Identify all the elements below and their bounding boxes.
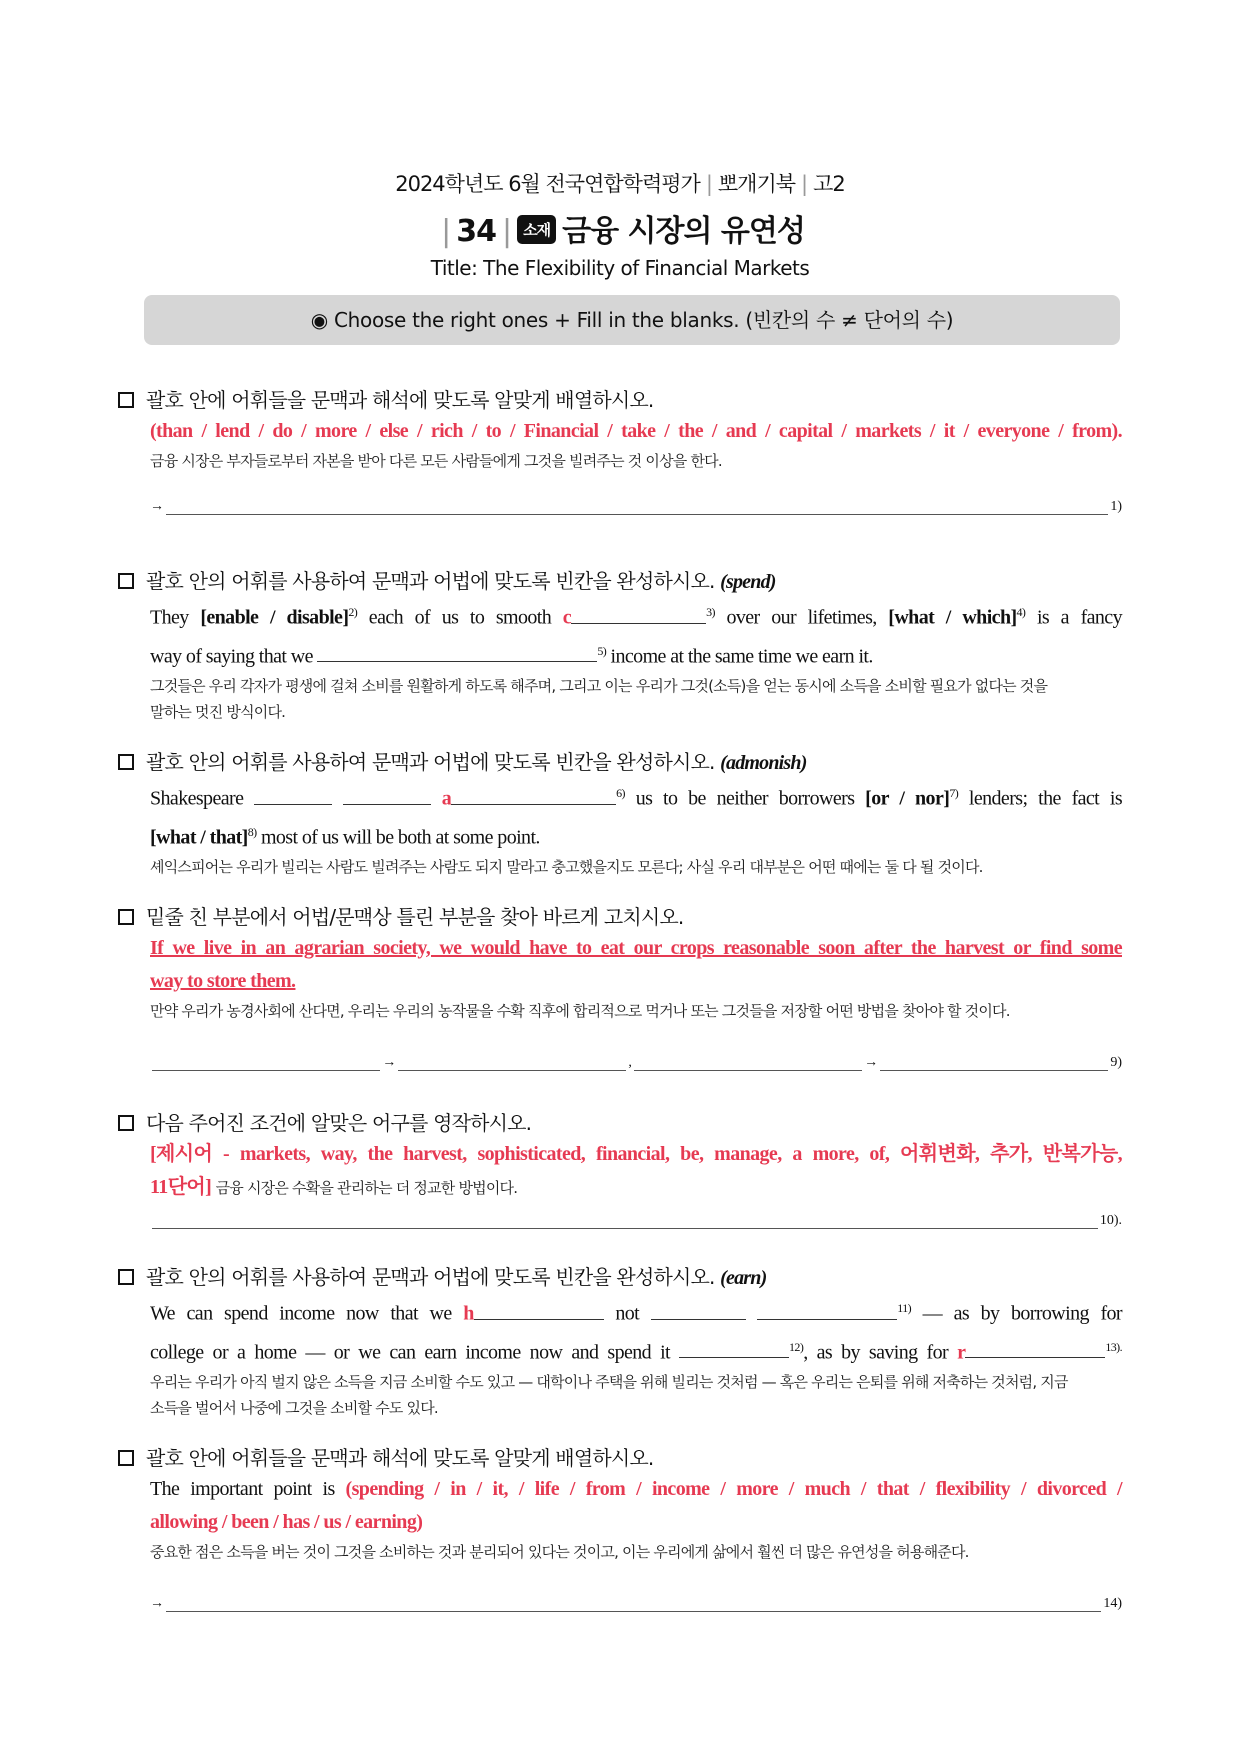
blank-11a[interactable] bbox=[474, 1301, 604, 1320]
question-5 bbox=[118, 1108, 1122, 1229]
text: most of us will be both at some point. bbox=[260, 826, 540, 849]
arrow-icon: → bbox=[382, 1055, 397, 1070]
checkbox-icon bbox=[118, 1115, 134, 1131]
topic: 금융 시장의 유연성 bbox=[562, 214, 805, 249]
initial-letter: c bbox=[562, 606, 572, 629]
initial-letter: a bbox=[441, 787, 452, 810]
text: The important point is bbox=[150, 1478, 335, 1500]
blank-number: 10). bbox=[1099, 1213, 1122, 1228]
blank-number: 4) bbox=[1016, 605, 1026, 619]
question-3 bbox=[118, 747, 1122, 880]
text: way of saying that we bbox=[150, 645, 313, 668]
sentence-line bbox=[150, 1473, 1122, 1506]
korean-translation: 그것들은 우리 각자가 평생에 걸쳐 소비를 원활하게 하도록 해주며, 그리고 이는 우리가 그것(소득)을 얻는 동시에 소득을 소비할 필요가 없다는 것을 bbox=[150, 677, 1048, 696]
word-bank: allowing / been / has / us / earning) bbox=[150, 1511, 423, 1533]
underlined-sentence: way to store them. bbox=[150, 970, 296, 992]
correction-answer-line[interactable] bbox=[150, 1052, 1122, 1071]
blank-11b[interactable] bbox=[651, 1301, 746, 1320]
comma: , bbox=[628, 1055, 632, 1070]
conditions: [제시어 - markets, way, the harvest, sophisticated, financial, be, manage, a more, of, 어휘변화, 추가, 반복가능, bbox=[150, 1143, 1122, 1165]
instruction-box bbox=[144, 295, 1120, 345]
blank-number: 8) bbox=[247, 824, 257, 839]
question-number: 34 bbox=[456, 214, 497, 249]
blank-number: 5) bbox=[597, 643, 607, 658]
blank-number: 7) bbox=[949, 786, 959, 800]
text: is a fancy bbox=[1036, 606, 1122, 629]
hint-word: (earn) bbox=[720, 1267, 767, 1289]
question-7 bbox=[118, 1443, 1122, 1612]
arrow-icon: → bbox=[864, 1055, 879, 1070]
hint-word: (admonish) bbox=[720, 752, 807, 774]
blank-number: 1) bbox=[1110, 499, 1122, 514]
korean-translation: 우리는 우리가 아직 벌지 않은 소득을 지금 소비할 수도 있고 — 대학이나 주택을 위해 빌리는 것처럼 — 혹은 우리는 은퇴를 위해 저축하는 것처럼, 지금 bbox=[150, 1373, 1068, 1392]
question-2 bbox=[118, 566, 1122, 725]
blank-number: 6) bbox=[616, 786, 625, 800]
choice-7[interactable]: [or / nor] bbox=[865, 787, 950, 810]
text: , as by saving for bbox=[803, 1341, 949, 1364]
question-prompt: 괄호 안의 어휘를 사용하여 문맥과 어법에 맞도록 빈칸을 완성하시오. bbox=[146, 569, 715, 593]
wrong-word-blank-1[interactable] bbox=[152, 1052, 380, 1071]
text: — as by borrowing for bbox=[922, 1302, 1122, 1325]
question-prompt: 괄호 안에 어휘들을 문맥과 해석에 맞도록 알맞게 배열하시오. bbox=[146, 388, 654, 412]
checkbox-icon bbox=[118, 909, 134, 925]
sentence-line bbox=[150, 1292, 1122, 1331]
question-4 bbox=[118, 902, 1122, 1071]
blank-number: 14) bbox=[1103, 1596, 1122, 1611]
sentence-line bbox=[150, 816, 1122, 855]
answer-line[interactable] bbox=[150, 496, 1122, 515]
blank-12[interactable] bbox=[679, 1339, 789, 1358]
source-name: 뽀개기북 bbox=[717, 172, 796, 196]
korean-translation: 금융 시장은 수확을 관리하는 더 정교한 방법이다. bbox=[215, 1179, 518, 1197]
choice-8[interactable]: [what / that] bbox=[150, 826, 248, 849]
blank-11c[interactable] bbox=[757, 1301, 897, 1320]
korean-translation: 셰익스피어는 우리가 빌리는 사람도 빌려주는 사람도 되지 말라고 충고했을지도 모른다; 사실 우리 대부분은 어떤 때에는 둘 다 될 것이다. bbox=[150, 858, 983, 877]
text: not bbox=[615, 1302, 640, 1325]
instruction-text: Choose the right ones + Fill in the blanks. (빈칸의 수 ≠ 단어의 수) bbox=[333, 308, 954, 332]
blank-number: 9) bbox=[1110, 1055, 1122, 1070]
text: college or a home — or we can earn income now and spend it bbox=[150, 1341, 670, 1364]
blank-number: 13). bbox=[1105, 1339, 1122, 1354]
blank-6c[interactable] bbox=[451, 786, 616, 805]
hint-word: (spend) bbox=[720, 571, 776, 593]
korean-translation: 소득을 벌어서 나중에 그것을 소비할 수도 있다. bbox=[150, 1399, 438, 1418]
text: Shakespeare bbox=[150, 787, 244, 810]
text: over our lifetimes, bbox=[726, 606, 877, 629]
wrong-word-blank-2[interactable] bbox=[634, 1052, 862, 1071]
question-1 bbox=[118, 385, 1122, 515]
hand-icon: ◉ bbox=[310, 308, 328, 332]
checkbox-icon bbox=[118, 754, 134, 770]
checkbox-icon bbox=[118, 1450, 134, 1466]
question-prompt: 괄호 안의 어휘를 사용하여 문맥과 어법에 맞도록 빈칸을 완성하시오. bbox=[146, 1265, 715, 1289]
underlined-sentence: If we live in an agrarian society, we would have to eat our crops reasonable soon after the harvest or find some bbox=[150, 937, 1122, 959]
blank-number: 2) bbox=[348, 605, 358, 619]
choice-2[interactable]: [enable / disable] bbox=[200, 606, 349, 629]
text: They bbox=[150, 606, 189, 629]
korean-translation: 중요한 점은 소득을 버는 것이 그것을 소비하는 것과 분리되어 있다는 것이고, 이는 우리에게 삶에서 훨씬 더 많은 유연성을 허용해준다. bbox=[150, 1543, 969, 1561]
choice-4[interactable]: [what / which] bbox=[888, 606, 1017, 629]
question-6 bbox=[118, 1262, 1122, 1421]
sentence-line bbox=[150, 635, 1122, 674]
text: We can spend income now that we bbox=[150, 1302, 452, 1325]
blank-number: 3) bbox=[706, 605, 715, 619]
initial-letter: h bbox=[463, 1302, 474, 1325]
arrow-icon: → bbox=[150, 1596, 164, 1611]
text: us to be neither borrowers bbox=[635, 787, 855, 810]
blank-6b[interactable] bbox=[343, 786, 431, 805]
answer-line[interactable] bbox=[150, 1210, 1122, 1229]
word-bank: (than / lend / do / more / else / rich / to / Financial / take / the / and / capital / markets / it / everyone / from). bbox=[150, 420, 1122, 442]
checkbox-icon bbox=[118, 573, 134, 589]
grade: 고2 bbox=[813, 172, 845, 196]
word-bank: (spending / in / it, / life / from / income / more / much / that / flexibility / divorced / bbox=[345, 1478, 1122, 1500]
sentence-line bbox=[150, 777, 1122, 816]
checkbox-icon bbox=[118, 1269, 134, 1285]
exam-header: 2024학년도 6월 전국연합학력평가 | 뽀개기북 | 고2 bbox=[395, 172, 845, 196]
page-title: | 34 | 소재 금융 시장의 유연성 bbox=[441, 214, 805, 249]
word-count-condition: 11단어] bbox=[150, 1176, 212, 1198]
blank-6a[interactable] bbox=[254, 786, 332, 805]
question-prompt: 괄호 안의 어휘를 사용하여 문맥과 어법에 맞도록 빈칸을 완성하시오. bbox=[146, 750, 715, 774]
blank-number: 12) bbox=[789, 1339, 804, 1354]
text: each of us to smooth bbox=[368, 606, 552, 629]
correct-word-blank-1[interactable] bbox=[398, 1052, 626, 1071]
text: lenders; the fact is bbox=[968, 787, 1123, 810]
question-prompt: 다음 주어진 조건에 알맞은 어구를 영작하시오. bbox=[146, 1111, 532, 1135]
blank-3[interactable] bbox=[571, 605, 706, 624]
answer-line[interactable] bbox=[150, 1593, 1122, 1612]
question-prompt: 괄호 안에 어휘들을 문맥과 해석에 맞도록 알맞게 배열하시오. bbox=[146, 1446, 654, 1470]
korean-translation: 금융 시장은 부자들로부터 자본을 받아 다른 모든 사람들에게 그것을 빌려주는 것 이상을 한다. bbox=[150, 452, 722, 470]
category-badge: 소재 bbox=[517, 215, 556, 244]
text: income at the same time we earn it. bbox=[610, 645, 873, 668]
blank-5[interactable] bbox=[317, 643, 597, 662]
blank-number: 11) bbox=[897, 1301, 912, 1315]
checkbox-icon bbox=[118, 392, 134, 408]
question-prompt: 밑줄 친 부분에서 어법/문맥상 틀린 부분을 찾아 바르게 고치시오. bbox=[146, 905, 684, 929]
exam-name: 2024학년도 6월 전국연합학력평가 bbox=[395, 172, 700, 196]
arrow-icon: → bbox=[150, 499, 164, 514]
correct-word-blank-2[interactable] bbox=[880, 1052, 1108, 1071]
english-title: Title: The Flexibility of Financial Markets bbox=[430, 256, 810, 280]
korean-translation: 말하는 멋진 방식이다. bbox=[150, 703, 286, 722]
korean-translation: 만약 우리가 농경사회에 산다면, 우리는 우리의 농작물을 수확 직후에 합리적으로 먹거나 또는 그것들을 저장할 어떤 방법을 찾아야 할 것이다. bbox=[150, 1002, 1010, 1020]
blank-13[interactable] bbox=[965, 1339, 1105, 1358]
sentence-line bbox=[150, 1331, 1122, 1370]
initial-letter: r bbox=[957, 1341, 966, 1364]
sentence-line bbox=[150, 596, 1122, 635]
